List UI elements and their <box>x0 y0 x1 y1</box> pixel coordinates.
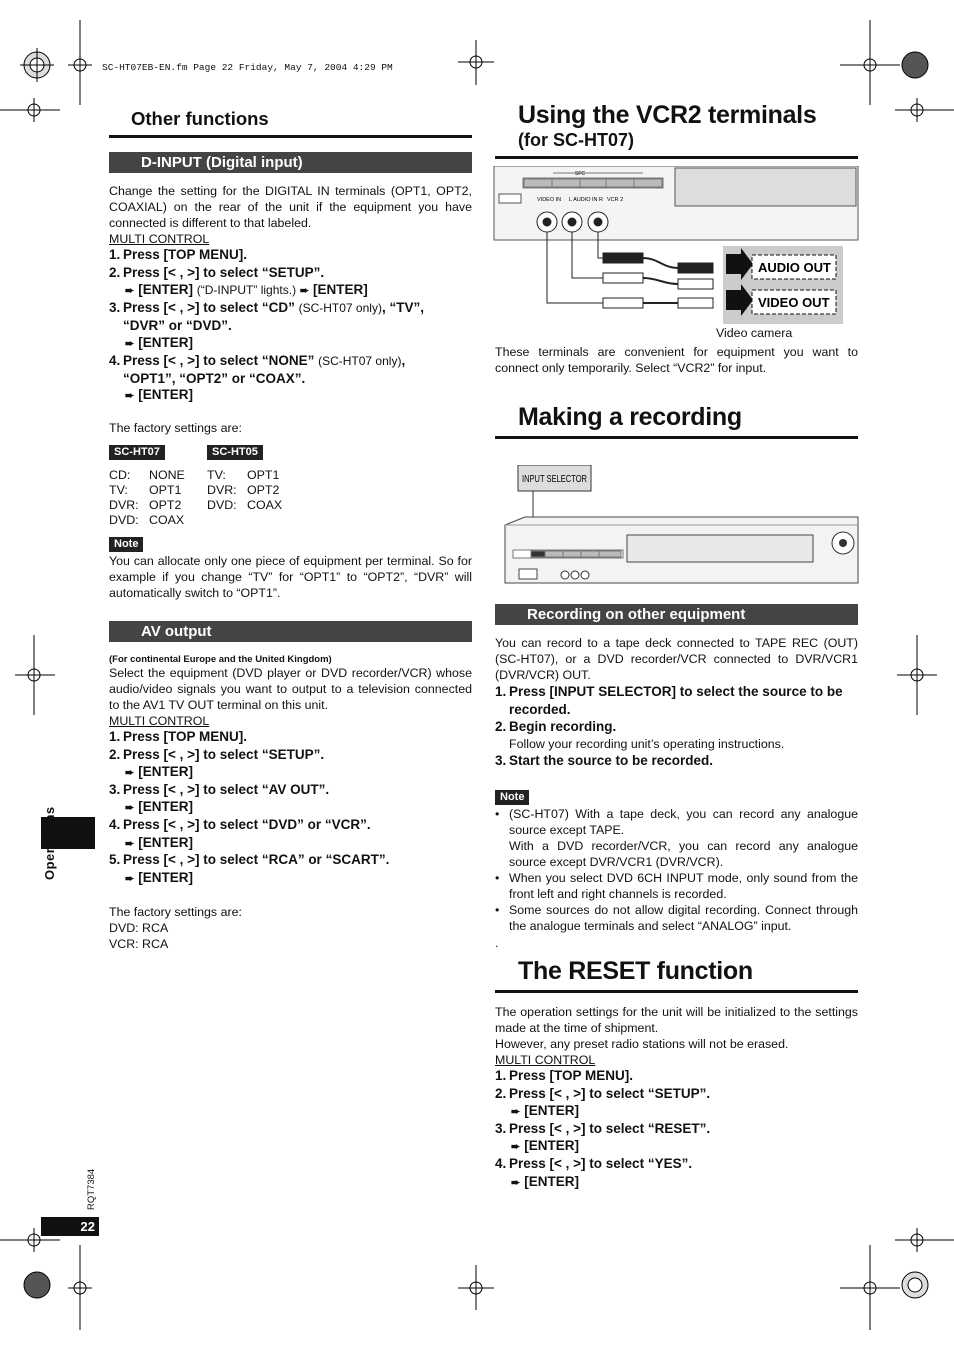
note-text: (“D-INPUT” lights.) <box>196 283 297 297</box>
setting-row: CD: NONE <box>109 468 185 482</box>
model-badge-ht07: SC-HT07 <box>109 445 165 460</box>
arrow-icon: ➨ <box>125 338 135 350</box>
reset-step-3: 3. Press [< , >] to select “RESET”. <box>495 1121 711 1136</box>
enter-label: [ENTER] <box>138 387 193 402</box>
setting-row: DVR: OPT2 <box>109 498 182 512</box>
other-functions-title: Other functions <box>131 108 269 129</box>
step-text: , <box>401 353 406 368</box>
side-tab-label: Operations <box>42 806 57 880</box>
arrow-icon: ➨ <box>125 285 135 297</box>
step-text: Press [< , >] to select “NONE” <box>123 353 315 368</box>
doc-code: RQT7384 <box>86 1168 97 1210</box>
model-note: (SC-HT07 only) <box>318 354 402 368</box>
setting-row: DVR: OPT2 <box>207 483 280 497</box>
vcr2-diagram <box>493 166 859 328</box>
avout-step-5-enter: ➨ [ENTER] <box>125 870 193 885</box>
page-number: 22 <box>41 1217 99 1236</box>
settings-ht05 <box>207 468 297 513</box>
recording-rule <box>495 436 858 439</box>
dinput-bar: D-INPUT (Digital input) <box>109 152 472 173</box>
enter-label: [ENTER] <box>313 282 368 297</box>
step-text: Press [< , >] to select “SETUP”. <box>123 265 325 280</box>
avout-step-3: 3. Press [< , >] to select “AV OUT”. <box>109 782 330 797</box>
model-badge-ht05: SC-HT05 <box>207 445 263 460</box>
avout-step-4: 4. Press [< , >] to select “DVD” or “VCR”. <box>109 817 371 832</box>
reset-title: The RESET function <box>518 957 753 985</box>
video-out-label: VIDEO OUT <box>758 295 830 310</box>
dinput-step-3: 3. Press [< , >] to select “CD” (SC-HT07 only), “TV”, <box>109 300 424 315</box>
vcr2-rule <box>495 156 858 159</box>
dinput-factory: The factory settings are: <box>109 421 242 435</box>
arrow-icon: ➨ <box>125 802 135 814</box>
dinput-step-2: 2. Press [< , >] to select “SETUP”. <box>109 265 325 280</box>
recording-bar: Recording on other equipment <box>495 604 858 625</box>
dinput-step-3-cont: “DVR” or “DVD”. <box>123 318 232 333</box>
setting-row: DVD: COAX <box>109 513 185 527</box>
video-camera-caption: Video camera <box>716 326 793 340</box>
arrow-icon: ➨ <box>511 1141 521 1153</box>
recording-intro: You can record to a tape deck connected to TAPE REC (OUT) (SC-HT07), or a DVD recorder/VCR connected to DVR/VCR1 (DVR/VCR) OUT. <box>495 636 858 682</box>
reset-p2: However, any preset radio stations will not be erased. <box>495 1037 789 1051</box>
note-badge: Note <box>495 790 529 805</box>
enter-label: [ENTER] <box>138 282 193 297</box>
dinput-step-2-enter <box>125 281 368 300</box>
recording-step-1: 1. Press [INPUT SELECTOR] to select the source to be <box>495 684 843 699</box>
setting-row: DVD: COAX <box>207 498 283 512</box>
avout-step-1: 1. Press [TOP MENU]. <box>109 729 248 744</box>
reset-rule <box>495 990 858 993</box>
arrow-icon: ➨ <box>511 1177 521 1189</box>
input-selector-label: INPUT SELECTOR <box>522 473 588 485</box>
settings-ht07 <box>109 468 199 528</box>
step-text: Press [< , >] to select “CD” <box>123 300 295 315</box>
reset-step-4-enter: ➨ [ENTER] <box>511 1174 579 1189</box>
arrow-icon: ➨ <box>511 1106 521 1118</box>
arrow-icon: ➨ <box>125 838 135 850</box>
avout-factory-vcr: VCR: RCA <box>109 937 169 951</box>
dinput-step-3-enter <box>125 334 193 353</box>
setting-row: TV: OPT1 <box>109 483 182 497</box>
multi-control-label: MULTI CONTROL <box>109 714 210 728</box>
file-header: SC-HT07EB-EN.fm Page 22 Friday, May 7, 2004 4:29 PM <box>102 62 393 73</box>
reset-p1: The operation settings for the unit will be initialized to the settings made at the time of shipment. <box>495 1005 858 1035</box>
step-text: Press [TOP MENU]. <box>123 247 248 262</box>
dinput-step-4: 4. Press [< , >] to select “NONE” (SC-HT07 only), <box>109 353 406 368</box>
video-in-label: VIDEO IN <box>537 197 562 203</box>
note-bullet-2: • When you select DVD 6CH INPUT mode, only sound from the front left and right channels is recorded. <box>495 871 858 901</box>
dinput-step-1: 1. Press [TOP MENU]. <box>109 247 248 262</box>
enter-label: [ENTER] <box>138 335 193 350</box>
recording-step-2: 2. Begin recording. <box>495 719 617 734</box>
stray-dot: . <box>495 936 499 950</box>
setting-row: TV: OPT1 <box>207 468 280 482</box>
reset-step-1: 1. Press [TOP MENU]. <box>495 1068 634 1083</box>
vcr2-title: Using the VCR2 terminals <box>518 101 817 129</box>
vcr2-text: These terminals are convenient for equipment you want to connect only temporarily. Select “VCR2” for input. <box>495 345 858 375</box>
recording-step-3: 3. Start the source to be recorded. <box>495 753 714 768</box>
title-rule <box>109 135 472 138</box>
arrow-icon: ➨ <box>299 285 310 297</box>
model-note: (SC-HT07 only) <box>298 301 382 315</box>
arrow-icon: ➨ <box>125 390 135 402</box>
note-bullet-3: • Some sources do not allow digital recording. Connect through the analogue terminals and select “ANALOG” input. <box>495 903 858 933</box>
arrow-icon: ➨ <box>125 767 135 779</box>
sfc-label: SFC <box>575 171 585 177</box>
arrow-icon: ➨ <box>125 873 135 885</box>
avout-step-2: 2. Press [< , >] to select “SETUP”. <box>109 747 325 762</box>
dinput-step-4-cont: “OPT1”, “OPT2” or “COAX”. <box>123 371 306 386</box>
reset-step-2-enter: ➨ [ENTER] <box>511 1103 579 1118</box>
recording-step-1-cont: recorded. <box>509 702 571 717</box>
avout-intro: Select the equipment (DVD player or DVD recorder/VCR) whose audio/video signals you want to output to a television connected to the AV1 TV OUT terminal on this unit. <box>109 666 472 712</box>
front-panel-diagram <box>503 465 861 589</box>
avout-region: (For continental Europe and the United Kingdom) <box>109 654 332 665</box>
recording-step-2-detail: Follow your recording unit’s operating instructions. <box>509 737 785 751</box>
vcr2-subtitle: (for SC-HT07) <box>518 130 634 150</box>
avout-factory: The factory settings are: <box>109 905 242 919</box>
avout-step-3-enter: ➨ [ENTER] <box>125 799 193 814</box>
dinput-note: You can allocate only one piece of equipment per terminal. So for example if you change “TV” for “OPT1” to “OPT2”, “DVR” will automatically switch to “OPT1”. <box>109 554 472 600</box>
dinput-step-4-enter <box>125 386 193 405</box>
reset-step-4: 4. Press [< , >] to select “YES”. <box>495 1156 693 1171</box>
multi-control-label: MULTI CONTROL <box>109 232 210 246</box>
avout-factory-dvd: DVD: RCA <box>109 921 169 935</box>
audio-out-label: AUDIO OUT <box>758 260 831 275</box>
avout-step-5: 5. Press [< , >] to select “RCA” or “SCART”. <box>109 852 390 867</box>
reset-step-2: 2. Press [< , >] to select “SETUP”. <box>495 1086 711 1101</box>
vcr2-label: VCR 2 <box>607 197 624 203</box>
dinput-intro: Change the setting for the DIGITAL IN terminals (OPT1, OPT2, COAXIAL) on the rear of the unit if the equipment you have connected is different to that labeled. <box>109 184 472 230</box>
multi-control-label: MULTI CONTROL <box>495 1053 596 1067</box>
reset-step-3-enter: ➨ [ENTER] <box>511 1138 579 1153</box>
note-bullet-1: • (SC-HT07) With a tape deck, you can record any analogue source except TAPE. With a DVD recorder/VCR, you can record any analogue source except DVR/VCR1 (DVR/VCR). <box>495 807 858 869</box>
note-badge: Note <box>109 537 143 552</box>
audio-in-label: L AUDIO IN R <box>569 197 604 203</box>
step-text: , “TV”, <box>381 300 424 315</box>
avout-step-4-enter: ➨ [ENTER] <box>125 835 193 850</box>
avout-bar: AV output <box>109 621 472 642</box>
avout-step-2-enter: ➨ [ENTER] <box>125 764 193 779</box>
recording-title: Making a recording <box>518 403 742 431</box>
